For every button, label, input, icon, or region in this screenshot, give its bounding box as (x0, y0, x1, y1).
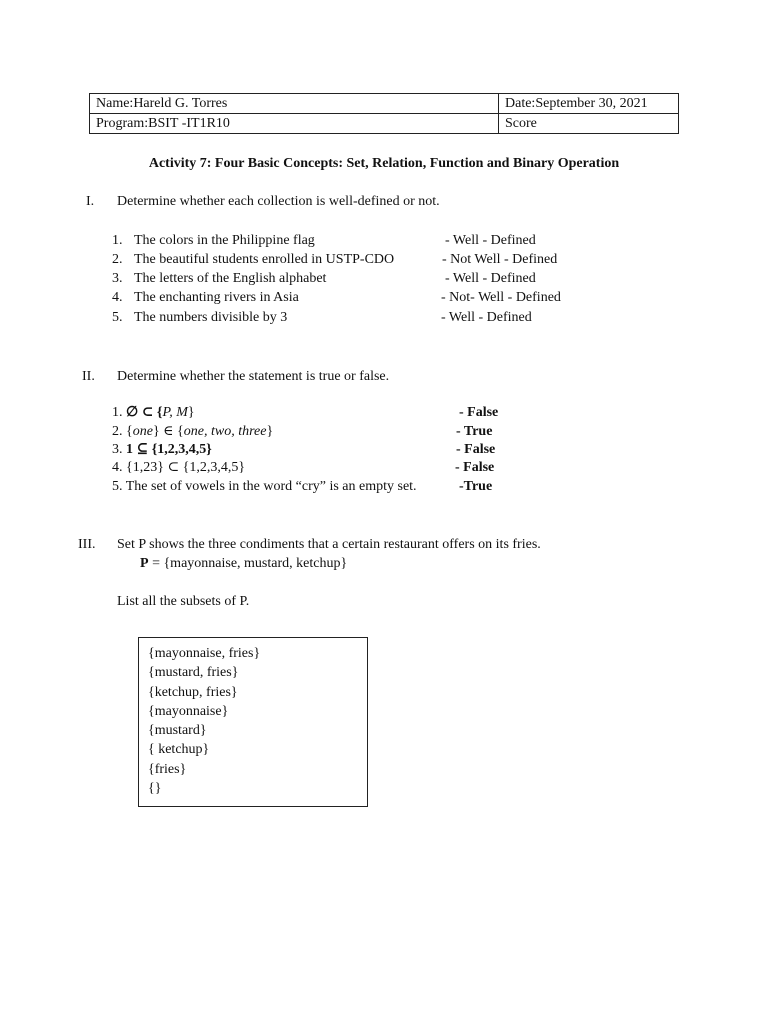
subsets-prompt: List all the subsets of P. (117, 594, 250, 609)
activity-title: Activity 7: Four Basic Concepts: Set, Relation, Function and Binary Operation (148, 156, 620, 171)
list-item: 4. {1,23} ⊂ {1,2,3,4,5} (112, 460, 246, 475)
answer: - False (455, 460, 495, 475)
answer: - False (456, 442, 496, 457)
list-item: 5. The set of vowels in the word “cry” is an empty set. (112, 479, 417, 494)
answer: -True (459, 479, 493, 494)
program-cell: Program:BSIT -IT1R10 (90, 114, 499, 134)
list-item: 2. {one} ∈ {one, two, three} (112, 424, 274, 439)
answer: - Well - Defined (445, 233, 536, 248)
student-info-table (89, 93, 679, 134)
section-3-numeral: III. (78, 537, 96, 552)
subset-item: {} (148, 781, 162, 797)
section-2-numeral: II. (82, 369, 95, 384)
score-cell: Score (499, 114, 679, 134)
section-2-instruction: Determine whether the statement is true or false. (117, 369, 390, 384)
section-1-instruction: Determine whether each collection is well-defined or not. (117, 194, 440, 209)
subset-item: {mustard, fries} (148, 665, 239, 681)
subset-item: { ketchup} (148, 742, 210, 758)
subset-item: {ketchup, fries} (148, 684, 238, 700)
subset-item: {fries} (148, 761, 187, 777)
answer: - Not Well - Defined (442, 252, 558, 267)
answer: - Well - Defined (445, 271, 536, 286)
date-cell: Date:September 30, 2021 (499, 94, 679, 114)
list-item: 3. 1 ⊆ {1,2,3,4,5} (112, 442, 212, 457)
subset-item: {mayonnaise} (148, 703, 229, 719)
list-item: 1. ∅ ⊂ {P, M} (112, 405, 195, 420)
subset-item: {mustard} (148, 723, 207, 739)
set-definition: P = {mayonnaise, mustard, ketchup} (140, 556, 348, 571)
answer: - True (456, 424, 493, 439)
section-3-instruction: Set P shows the three condiments that a certain restaurant offers on its fries. (117, 537, 541, 552)
name-cell: Name:Hareld G. Torres (90, 94, 499, 114)
subsets-answer-box (138, 637, 368, 807)
section-1-numeral: I. (86, 194, 95, 209)
answer: - Well - Defined (441, 310, 532, 325)
subset-item: {mayonnaise, fries} (148, 646, 261, 661)
answer: - Not- Well - Defined (441, 290, 561, 305)
answer: - False (459, 405, 499, 420)
